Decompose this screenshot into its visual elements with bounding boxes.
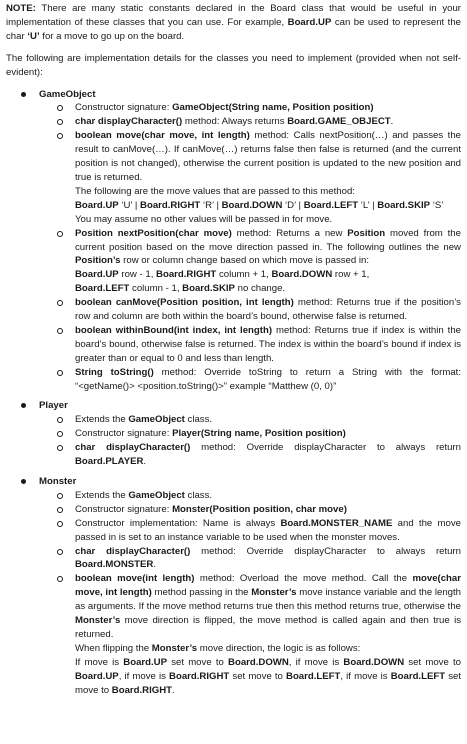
body-text: When flipping the — [75, 642, 152, 654]
body-text: You may assume no other values will be passed in for move. — [75, 213, 333, 225]
intro-paragraph: The following are implementation details for the classes you need to implement (provided when not self-evident): — [6, 52, 461, 78]
code-text: char displayCharacter() — [75, 442, 191, 454]
code-text: GameObject — [128, 414, 185, 426]
code-text: Board.RIGHT — [156, 269, 217, 281]
body-text: Extends the — [75, 414, 129, 426]
body-text: . — [153, 559, 157, 571]
bullet-circle-icon — [57, 105, 63, 111]
code-text: Board.MONSTER_NAME — [280, 517, 393, 529]
detail-item — [39, 572, 461, 697]
class-section — [6, 475, 461, 698]
class-title: Monster — [39, 476, 77, 487]
note-text: There are many static constants declared in the Board class that would be useful in your implementation of these classes that you can use. For example, — [6, 3, 461, 28]
detail-item — [39, 517, 461, 545]
bullet-circle-icon — [57, 417, 63, 423]
note-paragraph — [6, 2, 461, 44]
code-text: Monster’s — [75, 615, 121, 627]
bullet-circle-icon — [57, 431, 63, 437]
body-text: method: Returns true if the position’s row and column are both within the board’s bound, otherwise false is returned. — [75, 297, 461, 323]
code-text: Board.SKIP — [182, 283, 235, 295]
body-text: row + 1, — [332, 269, 370, 281]
body-text: move direction is flipped, the move method is called again and then true is returned. — [75, 615, 461, 640]
code-text: Board.UP — [75, 199, 119, 211]
code-text: boolean move(int length) — [75, 573, 195, 585]
code-text: Board.UP — [75, 269, 119, 281]
detail-list — [39, 101, 461, 393]
detail-item — [39, 296, 461, 324]
class-title: Player — [39, 400, 68, 412]
detail-item — [39, 441, 461, 469]
body-text: moved from the current position based on the move direction passed in. The following outlines the new — [75, 227, 461, 253]
body-text: If move is — [75, 656, 124, 668]
code-text: Board.LEFT — [286, 670, 341, 682]
code-text: GameObject — [128, 489, 185, 501]
code-text: boolean canMove(Position position, int length) — [75, 297, 294, 309]
bullet-circle-icon — [57, 119, 63, 125]
code-text: Position nextPosition(char move) — [75, 227, 232, 239]
detail-item — [39, 489, 461, 503]
class-title: GameObject — [39, 88, 96, 100]
body-text: and the move passed in is set to an instance variable to be used when the monster moves. — [75, 517, 461, 543]
body-text: method: Always returns — [182, 116, 288, 128]
body-text: method: Override displayCharacter to always return — [190, 442, 462, 454]
note-code: Board.UP — [287, 16, 332, 28]
detail-item — [39, 427, 461, 441]
class-list — [6, 88, 461, 698]
code-text: boolean move(char move, int length) — [75, 130, 250, 142]
bullet-dot-icon — [21, 92, 26, 97]
code-text: Board.PLAYER — [75, 456, 144, 468]
bullet-circle-icon — [57, 521, 63, 527]
code-text: Monster(Position position, char move) — [172, 503, 347, 515]
bullet-circle-icon — [57, 133, 63, 139]
body-text: Constructor signature: — [75, 102, 173, 114]
detail-item — [39, 413, 461, 427]
body-text: method passing in the — [151, 587, 252, 599]
bullet-circle-icon — [57, 445, 63, 451]
body-text: . — [172, 684, 175, 696]
body-text: method: Overload the move method. Call the — [194, 573, 413, 585]
body-text: move instance variable and the length as arguments. If the move method returns true then this method returns true, otherwise the — [75, 587, 462, 613]
body-text: set move to — [167, 656, 229, 668]
code-text: Board.RIGHT — [140, 199, 201, 211]
detail-item — [39, 545, 461, 573]
body-text: row or column change based on which move is passed in: — [120, 255, 370, 267]
code-text: boolean withinBound(int index, int length) — [75, 324, 273, 336]
body-text: ‘L’ | — [358, 199, 378, 211]
body-text: method: Calls nextPosition(…) and passes the result to canMove(…). If canMove(…) returns false then false is returned (and the current position is not changed), otherwise the current position is updated to the new position and true is returned. — [75, 130, 461, 183]
class-section — [6, 399, 461, 469]
bullet-circle-icon — [57, 549, 63, 555]
code-text: Board.GAME_OBJECT — [287, 116, 391, 128]
code-text: String toString() — [75, 366, 154, 378]
note-text: can be used to represent the char — [6, 16, 462, 42]
code-text: char displayCharacter() — [75, 545, 191, 557]
code-text: Board.LEFT — [390, 670, 446, 682]
bullet-circle-icon — [57, 507, 63, 513]
body-text: method: Override toString to return a String with the format: “<getName()> <position.toString()>” example “Matthew (0, 0)” — [75, 366, 461, 392]
bullet-dot-icon — [21, 403, 26, 408]
code-text: Board.SKIP — [377, 199, 431, 211]
body-text: method: Returns a new — [231, 227, 348, 239]
body-text: . — [390, 116, 394, 128]
body-text: Constructor signature: — [75, 503, 173, 515]
code-text: Board.UP — [75, 670, 119, 682]
body-text: set move to — [229, 670, 287, 682]
body-text: ‘S’ — [430, 199, 444, 211]
detail-item — [39, 324, 461, 366]
code-text: Board.LEFT — [303, 199, 359, 211]
body-text: ‘D’ | — [282, 199, 304, 211]
body-text: class. — [184, 489, 213, 501]
detail-item — [39, 503, 461, 517]
detail-list — [39, 489, 461, 698]
code-text: GameObject(String name, Position position) — [172, 102, 374, 114]
body-text: ‘R’ | — [200, 199, 222, 211]
code-text: Board.RIGHT — [169, 670, 230, 682]
body-text: Extends the — [75, 489, 129, 501]
body-text: column - 1, — [129, 283, 183, 295]
code-text: Player(String name, Position position) — [172, 428, 346, 440]
code-text: Board.RIGHT — [111, 684, 173, 696]
note-char: ‘U’ — [27, 30, 40, 42]
body-text: move direction, the logic is as follows: — [197, 642, 361, 654]
body-text: . — [143, 456, 147, 468]
detail-item — [39, 101, 461, 115]
bullet-circle-icon — [57, 576, 63, 582]
bullet-circle-icon — [57, 300, 63, 306]
code-text: Board.MONSTER — [75, 559, 154, 571]
code-text: Position — [347, 227, 386, 239]
bullet-circle-icon — [57, 231, 63, 237]
bullet-circle-icon — [57, 328, 63, 334]
body-text: Constructor implementation: Name is always — [75, 517, 281, 529]
code-text: Board.LEFT — [75, 283, 130, 295]
code-text: Board.DOWN — [228, 656, 289, 668]
detail-list — [39, 413, 461, 469]
bullet-dot-icon — [21, 479, 26, 484]
body-text: no change. — [234, 283, 286, 295]
body-text: column + 1, — [216, 269, 272, 281]
body-text: , if move is — [288, 656, 344, 668]
note-text: for a move to go up on the board. — [39, 30, 185, 42]
body-text: ‘U’ | — [118, 199, 141, 211]
detail-item — [39, 366, 461, 394]
body-text: method: Returns true if index is within the board’s bound, otherwise false is returned. The index is within the board’s bound if index is greater than or equal to 0 and less than length. — [75, 324, 461, 364]
body-text: , if move is — [118, 670, 170, 682]
body-text: , if move is — [340, 670, 391, 682]
code-text: Board.UP — [123, 656, 168, 668]
body-text: The following are the move values that are passed to this method: — [75, 185, 355, 197]
code-text: char displayCharacter() — [75, 116, 183, 128]
body-text: row - 1, — [118, 269, 157, 281]
code-text: Board.DOWN — [271, 269, 333, 281]
detail-item — [39, 129, 461, 226]
body-text: set move to — [404, 656, 461, 668]
bullet-circle-icon — [57, 493, 63, 499]
code-text: Monster’s — [251, 587, 297, 599]
code-text: Monster’s — [151, 642, 198, 654]
code-text: Position’s — [75, 255, 121, 267]
body-text: Constructor signature: — [75, 428, 173, 440]
body-text: method: Override displayCharacter to always return — [190, 545, 462, 557]
code-text: Board.DOWN — [343, 656, 405, 668]
note-label: NOTE: — [6, 3, 36, 14]
detail-item — [39, 115, 461, 129]
code-text: Board.DOWN — [221, 199, 283, 211]
detail-item — [39, 227, 461, 297]
body-text: class. — [184, 414, 213, 426]
bullet-circle-icon — [57, 370, 63, 376]
code-text: move(char move, int length) — [75, 573, 461, 599]
body-text: set move to — [75, 670, 462, 696]
class-section — [6, 88, 461, 394]
